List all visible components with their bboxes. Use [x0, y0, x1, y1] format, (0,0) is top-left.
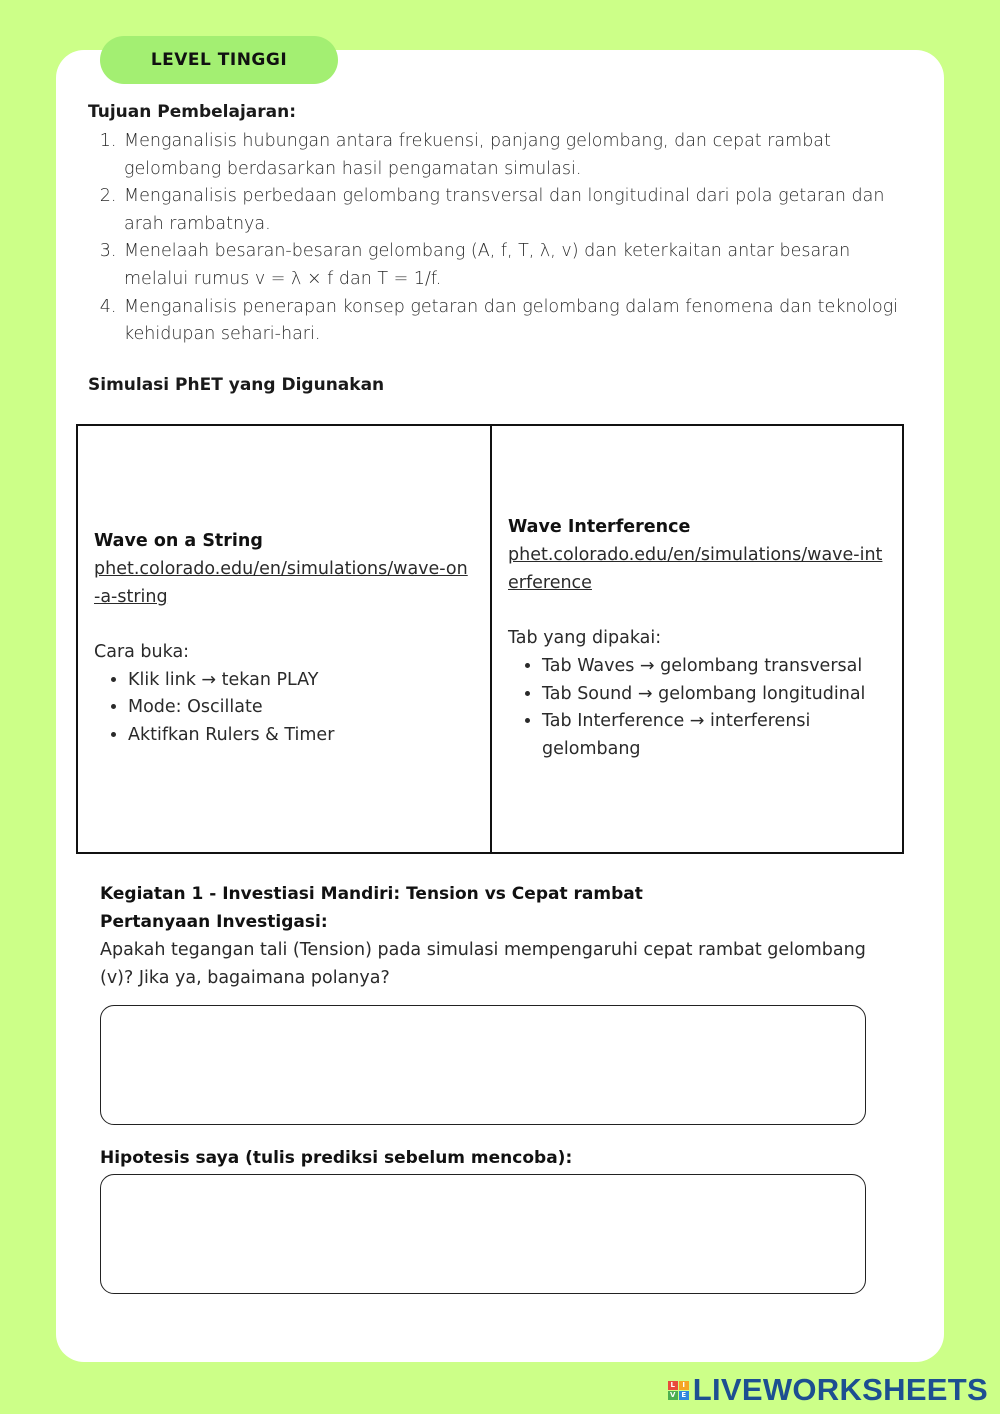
list-item: • Tab Interference → interferensi gelombang: [542, 708, 886, 763]
simulation-link[interactable]: phet.colorado.edu/en/simulations/wave-on-a-string: [94, 558, 468, 607]
list-item: • Tab Sound → gelombang longitudinal: [542, 681, 886, 709]
list-item: • Mode: Oscillate: [128, 694, 474, 722]
investigation-question: Apakah tegangan tali (Tension) pada simulasi mempengaruhi cepat rambat gelombang (v)? Jika ya, bagaimana polanya?: [100, 940, 866, 988]
simulation-name: Wave on a String: [94, 531, 263, 552]
simulation-cell-wave-interference: [490, 426, 902, 852]
logo-tile: L: [668, 1381, 678, 1390]
liveworksheets-logo[interactable]: [668, 1372, 988, 1408]
objective-item: 2. Menganalisis perbedaan gelombang transversal dan longitudinal dari pola getaran dan arah rambatnya.: [122, 183, 918, 238]
simulation-tabs: [508, 653, 886, 764]
answer-input-box[interactable]: [100, 1005, 866, 1125]
hypothesis-input-box[interactable]: [100, 1174, 866, 1294]
objectives-list: [88, 128, 918, 349]
logo-icon: [668, 1381, 689, 1400]
learning-objectives: [88, 100, 918, 349]
simulation-intro: Tab yang dipakai:: [508, 628, 662, 649]
objective-item: 1. Menganalisis hubungan antara frekuensi, panjang gelombang, dan cepat rambat gelombang berdasarkan hasil pengamatan simulasi.: [122, 128, 918, 183]
spacer: [508, 597, 886, 625]
simulation-steps: [94, 667, 474, 750]
hypothesis-label: Hipotesis saya (tulis prediksi sebelum mencoba):: [100, 1148, 573, 1168]
simulation-table: [76, 424, 904, 854]
activity-section: [100, 880, 880, 992]
logo-tile: I: [679, 1381, 689, 1390]
level-badge: [100, 36, 338, 84]
simulation-intro: Cara buka:: [94, 641, 190, 662]
question-label: Pertanyaan Investigasi:: [100, 912, 328, 932]
list-item: • Klik link → tekan PLAY: [128, 667, 474, 695]
objective-item: 3. Menelaah besaran-besaran gelombang (A, f, T, λ, v) dan keterkaitan antar besaran melalui rumus v = λ × f dan T = 1/f.: [122, 238, 918, 293]
simulation-name: Wave Interference: [508, 517, 691, 538]
list-item: • Tab Waves → gelombang transversal: [542, 653, 886, 681]
level-badge-label: LEVEL TINGGI: [150, 50, 288, 70]
objective-item: 4. Menganalisis penerapan konsep getaran dan gelombang dalam fenomena dan teknologi kehidupan sehari-hari.: [122, 294, 918, 349]
activity-title: Kegiatan 1 - Investiasi Mandiri: Tension vs Cepat rambat: [100, 884, 643, 904]
spacer: [94, 611, 474, 639]
logo-tile: E: [679, 1391, 689, 1400]
simulation-link[interactable]: phet.colorado.edu/en/simulations/wave-interference: [508, 545, 883, 593]
objectives-title: Tujuan Pembelajaran:: [88, 102, 297, 122]
list-item: • Aktifkan Rulers & Timer: [128, 722, 474, 750]
simulation-section-title: Simulasi PhET yang Digunakan: [88, 375, 385, 395]
brand-name: LIVEWORKSHEETS: [692, 1372, 988, 1407]
logo-tile: V: [668, 1391, 678, 1400]
simulation-cell-wave-on-string: [78, 426, 490, 852]
